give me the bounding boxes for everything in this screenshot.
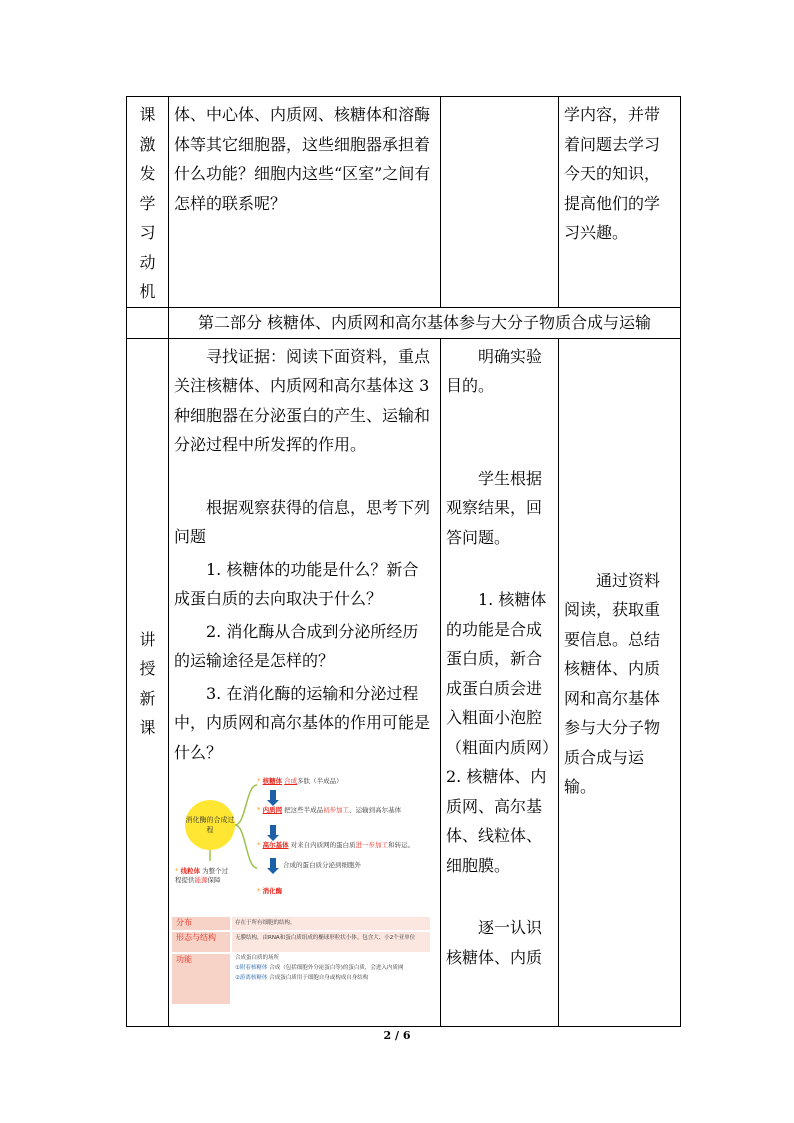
er-step: * 内质网 把这些半成品初步加工、运输到高尔基体	[257, 806, 402, 814]
student-aim-text: 明确实验目的。	[446, 346, 543, 395]
student-answers: 1. 核糖体的功能是合成蛋白质，新合成蛋白质会进入粗面小泡腔（粗面内质网）2. 核糖体、内质网、高尔基体、线粒体、细胞膜。	[446, 590, 551, 875]
design-intent-text: 学内容，并带着问题去学习今天的知识，提高他们的学习兴趣。	[564, 105, 661, 242]
stage-label-teaching: 讲 授 新 课	[139, 629, 156, 737]
teacher-activity-text: 体、中心体、内质网、核糖体和溶酶体等其它细胞器，这些细胞器承担着什么功能？细胞内这些“区室”之间有怎样的联系呢？	[174, 105, 431, 213]
arrow-down-icon	[270, 858, 276, 868]
student-activity-text	[441, 97, 558, 100]
stage-label-motivation: 课 激 发 学 习 动 机	[139, 105, 156, 301]
enzyme-step: * 消化酶	[257, 887, 283, 895]
section-title: 第二部分 核糖体、内质网和高尔基体参与大分子物质合成与运输	[197, 312, 652, 332]
question-1: 1. 核糖体的功能是什么？新合成蛋白质的去向取决于什么？	[174, 559, 419, 608]
process-center-bubble: 消化酶的合成过程	[185, 800, 235, 850]
lesson-plan-table	[126, 96, 681, 1027]
page-number: 2 / 6	[383, 1029, 411, 1042]
mitochondria-note: * 线粒体 为整个过程提供能源保障	[175, 867, 229, 884]
ribosome-structure-row: 形态与结构 无膜结构，由RNA和蛋白质组成的椭球形粒状小体。包含大、小2个亚单位	[172, 932, 430, 952]
table-row	[127, 97, 681, 308]
arrow-down-icon	[270, 825, 276, 835]
ribosome-info-diagram	[172, 917, 430, 1005]
question-3: 3. 在消化酶的运输和分泌过程中，内质网和高尔基体的作用可能是什么？	[174, 683, 431, 762]
golgi-step: * 高尔基体 对来自内质网的蛋白质进一步加工和转运。	[257, 841, 415, 849]
secrete-step: 合成的蛋白质分泌到细胞外	[283, 861, 361, 869]
enzyme-synthesis-diagram	[171, 773, 433, 911]
table-row	[127, 307, 681, 338]
question-2: 2. 消化酶从合成到分泌所经历的运输途径是怎样的？	[174, 621, 419, 670]
ribosome-distribution-row: 分布 存在于所有细胞的结构。	[172, 917, 430, 930]
student-answer-intro: 学生根据观察结果，回答问题。	[446, 468, 543, 547]
ribosome-function-row: 功能 合成蛋白质的场所 ①附着核糖体 合成（包括细胞外分泌蛋白等)的蛋白质，会进入内质网 ②游离核糖体 合成蛋白质用于细胞自身或构成自身结构	[172, 954, 430, 1004]
table-row	[127, 338, 681, 1026]
teacher-paragraph-questions: 根据观察获得的信息，思考下列问题	[174, 497, 431, 546]
teacher-paragraph-evidence: 寻找证据：阅读下面资料，重点关注核糖体、内质网和高尔基体这 3 种细胞器在分泌蛋白的产生、运输和分泌过程中所发挥的作用。	[174, 346, 431, 454]
arrow-down-icon	[270, 790, 276, 800]
ribosome-step: * 核糖体 合成多肽（半成品）	[257, 777, 343, 785]
student-recognize-text: 逐一认识核糖体、内质	[446, 918, 543, 967]
design-intent-text: 通过资料阅读，获取重要信息。总结核糖体、内质网和高尔基体参与大分子物质合成与运输。	[564, 570, 661, 796]
